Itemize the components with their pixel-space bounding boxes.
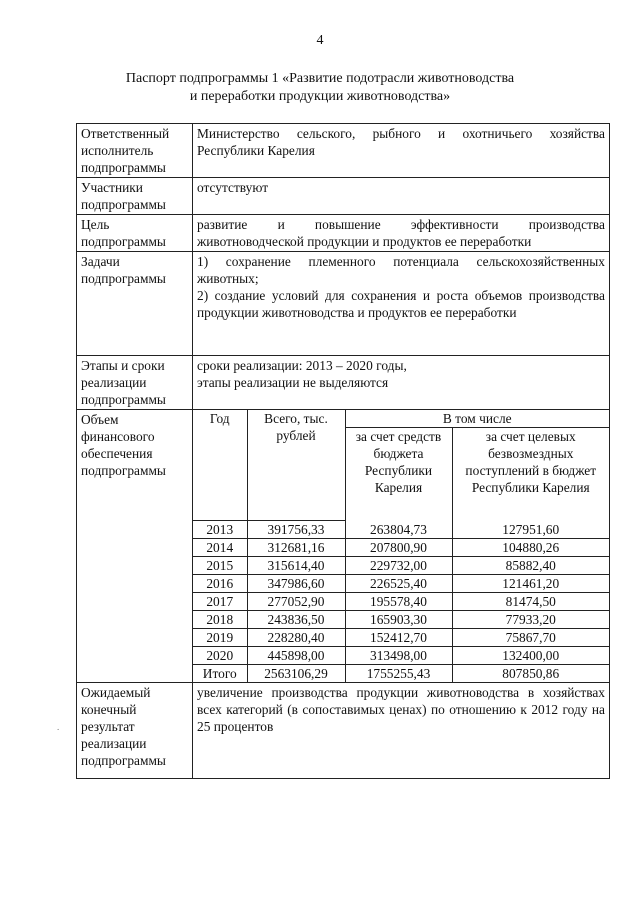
label-finance: Объем финансового обеспечения подпрограммы [77, 410, 193, 683]
finance-year-cell: 2018 [193, 611, 247, 629]
task-item-1: 1) сохранение племенного потенциала сельскохозяйственных животных; [197, 254, 605, 286]
finance-total-cell: 228280,40 [247, 629, 345, 647]
label-goal: Цель подпрограммы [77, 215, 193, 252]
finance-table [193, 410, 609, 682]
finance-targeted-cell: 77933,20 [452, 611, 609, 629]
label-participants: Участники подпрограммы [77, 178, 193, 215]
title-line-2: и переработки продукции животноводства» [189, 89, 451, 104]
finance-total-cell: 445898,00 [247, 647, 345, 665]
finance-row [193, 593, 609, 611]
passport-table [76, 123, 610, 779]
header-total: Всего, тыс. рублей [247, 410, 345, 521]
page-number: 4 [316, 33, 324, 48]
finance-budget-cell: 1755255,43 [345, 665, 452, 683]
finance-targeted-cell: 121461,20 [452, 575, 609, 593]
finance-year-cell: 2016 [193, 575, 247, 593]
finance-total-cell: 277052,90 [247, 593, 345, 611]
row-responsible [77, 124, 610, 178]
finance-targeted-cell: 807850,86 [452, 665, 609, 683]
value-participants: отсутствуют [193, 178, 610, 215]
finance-total-cell: 2563106,29 [247, 665, 345, 683]
finance-targeted-cell: 104880,26 [452, 539, 609, 557]
finance-row [193, 557, 609, 575]
finance-year-cell: 2020 [193, 647, 247, 665]
finance-total-cell: 391756,33 [247, 521, 345, 539]
label-stages: Этапы и сроки реализации подпрограммы [77, 356, 193, 410]
finance-budget-cell: 263804,73 [345, 521, 452, 539]
row-stages [77, 356, 610, 410]
row-tasks [77, 252, 610, 356]
header-including: В том числе [345, 410, 609, 428]
finance-year-cell: Итого [193, 665, 247, 683]
finance-targeted-cell: 75867,70 [452, 629, 609, 647]
header-year: Год [193, 410, 247, 521]
finance-budget-cell: 195578,40 [345, 593, 452, 611]
row-finance [77, 410, 610, 683]
document-title [0, 70, 640, 106]
stages-line-1: сроки реализации: 2013 – 2020 годы, [197, 358, 407, 373]
finance-row [193, 521, 609, 539]
stages-line-2: этапы реализации не выделяются [197, 375, 389, 390]
task-item-2: 2) создание условий для сохранения и роста объемов производства продукции животноводства и продуктов ее переработки [197, 288, 605, 320]
header-targeted: за счет целевых безвозмездных поступлений в бюджет Республики Карелия [452, 428, 609, 521]
finance-budget-cell: 226525,40 [345, 575, 452, 593]
finance-targeted-cell: 132400,00 [452, 647, 609, 665]
label-result: Ожидаемый конечный результат реализации подпрограммы [77, 683, 193, 779]
finance-total-cell: 347986,60 [247, 575, 345, 593]
label-tasks: Задачи подпрограммы [77, 252, 193, 356]
finance-budget-cell: 165903,30 [345, 611, 452, 629]
finance-row [193, 647, 609, 665]
header-budget: за счет средств бюджета Республики Карелия [345, 428, 452, 521]
row-goal [77, 215, 610, 252]
finance-cell [193, 410, 610, 683]
finance-row [193, 575, 609, 593]
finance-row [193, 629, 609, 647]
finance-budget-cell: 152412,70 [345, 629, 452, 647]
finance-total-cell: 315614,40 [247, 557, 345, 575]
finance-year-cell: 2015 [193, 557, 247, 575]
row-result [77, 683, 610, 779]
finance-budget-cell: 207800,90 [345, 539, 452, 557]
title-line-1: Паспорт подпрограммы 1 «Развитие подотрасли животноводства [125, 71, 515, 86]
value-tasks [193, 252, 610, 356]
finance-budget-cell: 229732,00 [345, 557, 452, 575]
finance-row [193, 539, 609, 557]
finance-header-row-1 [193, 410, 609, 428]
finance-total-cell: 312681,16 [247, 539, 345, 557]
label-responsible: Ответственный исполнитель подпрограммы [77, 124, 193, 178]
value-result: увеличение производства продукции животноводства в хозяйствах всех категорий (в сопоставимых ценах) по отношению к 2012 году на 25 процентов [193, 683, 610, 779]
value-stages [193, 356, 610, 410]
row-participants [77, 178, 610, 215]
value-goal: развитие и повышение эффективности производства животноводческой продукции и продуктов ее переработки [193, 215, 610, 252]
finance-year-cell: 2014 [193, 539, 247, 557]
finance-data-body [193, 521, 609, 683]
finance-targeted-cell: 85882,40 [452, 557, 609, 575]
value-responsible: Министерство сельского, рыбного и охотничьего хозяйства Республики Карелия [193, 124, 610, 178]
finance-row [193, 665, 609, 683]
finance-year-cell: 2017 [193, 593, 247, 611]
finance-budget-cell: 313498,00 [345, 647, 452, 665]
finance-targeted-cell: 81474,50 [452, 593, 609, 611]
margin-mark: . [57, 722, 60, 732]
finance-year-cell: 2013 [193, 521, 247, 539]
finance-total-cell: 243836,50 [247, 611, 345, 629]
finance-year-cell: 2019 [193, 629, 247, 647]
finance-row [193, 611, 609, 629]
finance-targeted-cell: 127951,60 [452, 521, 609, 539]
